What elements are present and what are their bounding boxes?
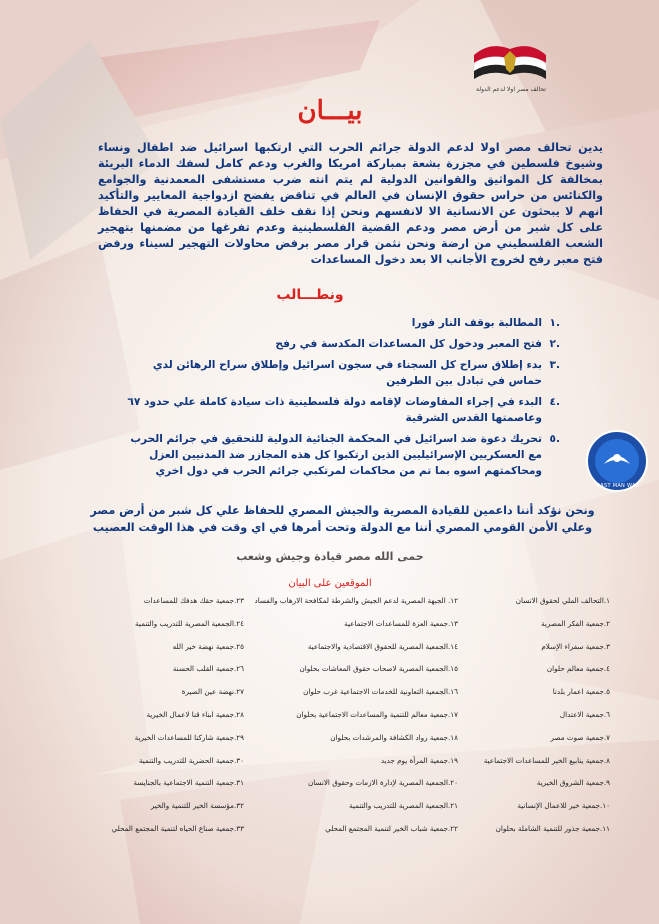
page-title: بيـــان xyxy=(297,96,363,126)
signer-item: ١٧.جمعية معالم للتنمية والمساعدات الاجتماعية بحلوان xyxy=(296,709,458,719)
signer-item: ٢٧.نهضة عين الصيرة xyxy=(181,687,244,697)
signer-item: ١٨.جمعية رواد الكشافة والمرشدات بحلوان xyxy=(330,732,458,742)
signer-item: ١٥.الجمعية المصرية لاصحاب حقوق المعاشات بحلوان xyxy=(299,664,458,674)
signer-item: ١٢. الجبهة المصرية لدعم الجيش والشرطة لمكافحة الارهاب والفساد xyxy=(254,596,458,605)
signer-item: ٦.جمعية الاعتدال xyxy=(559,709,610,719)
signer-item: ١٣.جمعية العزة للمساعدات الاجتماعية xyxy=(344,618,458,628)
signer-item: ٢٣.جمعية حقك هدفك للمساعدات xyxy=(143,596,244,605)
signers-column-right xyxy=(460,596,610,847)
signer-item: ٢٨.جمعية ابناء قنا لاعمال الخيرية xyxy=(146,709,244,719)
signers-heading: الموقعين على البيان xyxy=(288,578,372,589)
signers-column-left xyxy=(98,596,244,847)
demands-list xyxy=(120,315,560,484)
signers-column-middle xyxy=(248,596,458,847)
signer-item: ١٩.جمعية المرأة يوم جديد xyxy=(380,755,458,765)
signer-item: ١٠.جمعية خير للاعمال الإنسانية xyxy=(517,801,610,811)
intro-paragraph: يدين تحالف مصر اولا لدعم الدولة جرائم الحرب التي ارتكبها اسرائيل ضد اطفال ونساء وشيوخ فلسطين في مجزرة بشعة بمباركة امريكا والغرب ودعم كامل لسفك الدماء البريئة بمخالفة كل المواثيق والقوانين الدولية لم يتم انته ضرب مستشفى المعمدنية والجوامع والكنائس من حراس حقوق الإنسان في العالم في تناقض يفضح ازدواجية المعايير والتأكيد انهم لا يبحثون عن الانسانية الا لانفسهم ونحن إذا نقف خلف القيادة المصرية في الحفاظ على كل شبر من أرض مصر ودعم القضية الفلسطينية وعدم تفرغها من مضمنها بتهجير الشعب الفلسطيني من ارضة ونحن نثمن قرار مصر برفض محاولات التهجير لسيناء ورفض فتح معبر رفح لخروج الأجانب الا بعد دخول المساعدات xyxy=(98,141,603,266)
signer-item: ٣٢.مؤسسة الخير للتنمية والخير xyxy=(150,801,244,811)
demand-item: .٤ البدء في إجراء المفاوضات لإقامه دولة فلسطينية ذات سيادة كاملة علي حدود ٦٧ وعاصمتها القدس الشرقية xyxy=(127,396,560,424)
signer-item: ٢١.الجمعية المصرية للتدريب والتنمية xyxy=(349,801,458,811)
signer-item: ٣٠.جمعية الحضرية للتدريب والتنمية xyxy=(138,755,244,765)
demand-item: .٥ تحريك دعوة ضد اسرائيل في المحكمة الجنائية الدولية للتحقيق في جرائم الحرب مع العسكريين الإسرائيليين الذين ارتكبوا كل هذه المجازر ضد المدنيين العزل ومحاكمتهم اسوه بما تم من محاكمات لمرتكبي جرائم الحرب في دول اخري xyxy=(130,433,560,477)
demands-heading: ونطـــالب xyxy=(276,287,344,303)
signer-item: ٢٦.جمعية القلب الحسنة xyxy=(172,664,244,674)
signers-table xyxy=(98,596,610,833)
signer-item: ٤.جمعية معالم حلوان xyxy=(546,664,610,674)
closing-paragraph: ونحن نؤكد أننا داعمين للقيادة المصرية والجيش المصري للحفاظ علي كل شبر من أرض مصر وعلي الأمن القومي المصري أننا مع الدولة وتحت أمرها في اي وقت في هذا الوقت العصيب xyxy=(90,504,595,534)
signer-item: ٢٤.الجمعية المصرية للتدريب والتنمية xyxy=(135,618,244,628)
signer-item: ٢٩.جمعية شاركنا للمساعدات الخيرية xyxy=(134,732,244,742)
signer-item: ١.التحالف الملي لحقوق الانسان xyxy=(515,596,610,605)
signer-item: ٩.جمعية الشروق الخيرية xyxy=(536,778,610,788)
signer-item: ٨.جمعية ينابيع الخير للمساعدات الاجتماعية xyxy=(483,755,610,765)
signer-item: ٢٠.الجمعية المصرية لإدارة الازمات وحقوق الانسان xyxy=(307,778,458,788)
signer-item: ٣.جمعية سفراء الإسلام xyxy=(541,641,610,651)
signer-item: ٢٥.جمعية نهضة خير الله xyxy=(172,641,244,651)
badge-caption: BAST MAN WAR xyxy=(596,483,640,489)
logo-caption: تحالف مصر اولا لدعم الدولة xyxy=(476,86,546,93)
signer-item: ١١.جمعية جذور للتنمية الشاملة بحلوان xyxy=(495,823,610,833)
signer-item: ١٤.الجمعية المصرية للحقوق الاقتصادية والاجتماعية xyxy=(307,641,458,651)
demand-item: .١ المطالبة بوقف النار فورا xyxy=(411,317,560,329)
signer-item: ٣٣.جمعية صناع الحياه لتنمية المجتمع المحلي xyxy=(111,823,244,833)
signer-item: ١٦.الجمعية التعاونية للخدمات الاجتماعية غرب حلوان xyxy=(303,687,458,697)
signer-item: ٧.جمعية صوت مصر xyxy=(550,732,610,742)
signer-item: ٢٢.جمعية شباب الخير لتنمية المجتمع المحلي xyxy=(325,823,458,833)
slogan: حمى الله مصر قيادة وجيش وشعب xyxy=(236,550,424,563)
demand-item: .٣ بدء إطلاق سراح كل السجناء في سجون اسرائيل وإطلاق سراح الرهائن لدي حماس في تبادل بين الطرفين xyxy=(152,359,560,387)
signer-item: ٢.جمعية الفكر المصرية xyxy=(541,618,610,628)
signer-item: ٥.جمعية اعمار بلدنا xyxy=(552,687,610,697)
signer-item: ٣١.جمعية التنمية الاجتماعية بالجنايسة xyxy=(133,778,244,788)
demand-item: .٢ فتح المعبر ودخول كل المساعدات المكدسة في رفح xyxy=(275,338,560,350)
